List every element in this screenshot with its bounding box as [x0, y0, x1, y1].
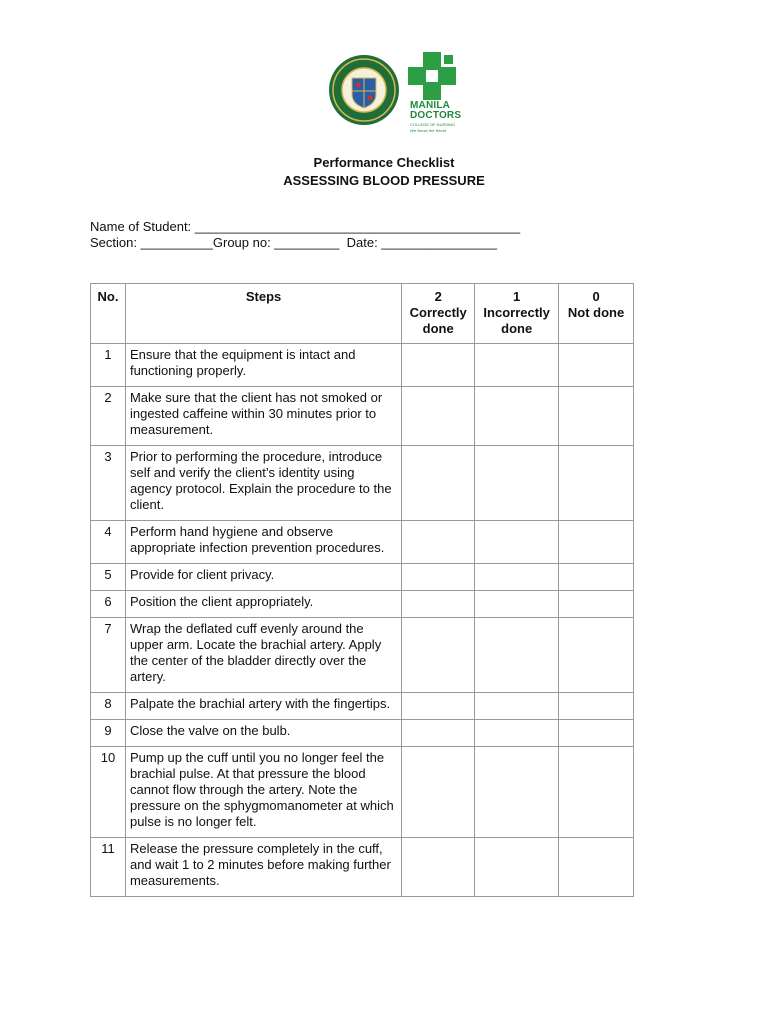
score-0-cell[interactable] [559, 344, 634, 387]
score-1-cell[interactable] [475, 747, 559, 838]
tagline-text: We Nurse the World [410, 128, 446, 133]
score-2-cell[interactable] [402, 387, 475, 446]
score-2-cell[interactable] [402, 591, 475, 618]
score-2-cell[interactable] [402, 446, 475, 521]
row-step: Ensure that the equipment is intact and functioning properly. [125, 344, 401, 387]
score-2-cell[interactable] [402, 693, 475, 720]
score-0-cell[interactable] [559, 618, 634, 693]
score-0-cell[interactable] [559, 521, 634, 564]
row-number: 10 [91, 747, 126, 838]
row-number: 7 [91, 618, 126, 693]
row-step: Close the valve on the bulb. [125, 720, 401, 747]
manila-doctors-logo [408, 52, 468, 132]
header-score-2: 2 Correctly done [402, 284, 475, 344]
score-0-cell[interactable] [559, 591, 634, 618]
score-2-cell[interactable] [402, 838, 475, 897]
score-1-cell[interactable] [475, 446, 559, 521]
header-logos [0, 52, 768, 132]
score-1-cell[interactable] [475, 720, 559, 747]
header-no: No. [91, 284, 126, 344]
score-0-cell[interactable] [559, 693, 634, 720]
row-number: 9 [91, 720, 126, 747]
row-number: 11 [91, 838, 126, 897]
document-title: Performance Checklist [313, 155, 455, 170]
score-2-cell[interactable] [402, 564, 475, 591]
score-0-cell[interactable] [559, 446, 634, 521]
student-name-field: Name of Student: _____________________________________________ [90, 219, 521, 234]
table-header-row [91, 284, 634, 344]
score-2-cell[interactable] [402, 747, 475, 838]
score-1-cell[interactable] [475, 693, 559, 720]
score-1-cell[interactable] [475, 521, 559, 564]
checklist-table [90, 283, 634, 897]
college-of-nursing-text: COLLEGE OF NURSING [410, 122, 456, 127]
cross-icon [408, 52, 456, 100]
table-row [91, 591, 634, 618]
row-number: 4 [91, 521, 126, 564]
table-row [91, 747, 634, 838]
document-subtitle: ASSESSING BLOOD PRESSURE [283, 173, 485, 188]
table-row [91, 564, 634, 591]
row-number: 8 [91, 693, 126, 720]
table-row [91, 838, 634, 897]
row-step: Make sure that the client has not smoked or ingested caffeine within 30 minutes prior to measurement. [125, 387, 401, 446]
score-0-cell[interactable] [559, 838, 634, 897]
score-0-cell[interactable] [559, 720, 634, 747]
row-number: 3 [91, 446, 126, 521]
score-1-cell[interactable] [475, 564, 559, 591]
table-row [91, 344, 634, 387]
row-step: Position the client appropriately. [125, 591, 401, 618]
score-2-cell[interactable] [402, 720, 475, 747]
score-1-cell[interactable] [475, 618, 559, 693]
row-number: 1 [91, 344, 126, 387]
row-step: Wrap the deflated cuff evenly around the upper arm. Locate the brachial artery. Apply the center of the bladder directly over the artery. [125, 618, 401, 693]
score-2-cell[interactable] [402, 344, 475, 387]
score-2-cell[interactable] [402, 618, 475, 693]
score-0-cell[interactable] [559, 747, 634, 838]
row-number: 2 [91, 387, 126, 446]
score-1-cell[interactable] [475, 344, 559, 387]
row-step: Palpate the brachial artery with the fingertips. [125, 693, 401, 720]
table-row [91, 720, 634, 747]
header-score-1: 1 Incorrectly done [475, 284, 559, 344]
table-row [91, 446, 634, 521]
table-row [91, 521, 634, 564]
table-row [91, 387, 634, 446]
header-steps: Steps [125, 284, 401, 344]
row-step: Provide for client privacy. [125, 564, 401, 591]
table-row [91, 618, 634, 693]
section-group-date-fields: Section: __________Group no: _________ Date: ________________ [90, 235, 497, 250]
manila-doctors-name: MANILA DOCTORS [410, 100, 462, 121]
table-row [91, 693, 634, 720]
score-1-cell[interactable] [475, 387, 559, 446]
score-1-cell[interactable] [475, 838, 559, 897]
score-0-cell[interactable] [559, 387, 634, 446]
score-2-cell[interactable] [402, 521, 475, 564]
header-score-0: 0 Not done [559, 284, 634, 344]
college-seal-logo [328, 54, 400, 126]
score-1-cell[interactable] [475, 591, 559, 618]
row-step: Pump up the cuff until you no longer feel the brachial pulse. At that pressure the blood cannot flow through the artery. Note the pressure on the sphygmomanometer at which pulse is no longer felt. [125, 747, 401, 838]
row-number: 6 [91, 591, 126, 618]
row-number: 5 [91, 564, 126, 591]
score-0-cell[interactable] [559, 564, 634, 591]
row-step: Prior to performing the procedure, introduce self and verify the client’s identity using agency protocol. Explain the procedure to the client. [125, 446, 401, 521]
row-step: Perform hand hygiene and observe appropriate infection prevention procedures. [125, 521, 401, 564]
row-step: Release the pressure completely in the cuff, and wait 1 to 2 minutes before making further measurements. [125, 838, 401, 897]
